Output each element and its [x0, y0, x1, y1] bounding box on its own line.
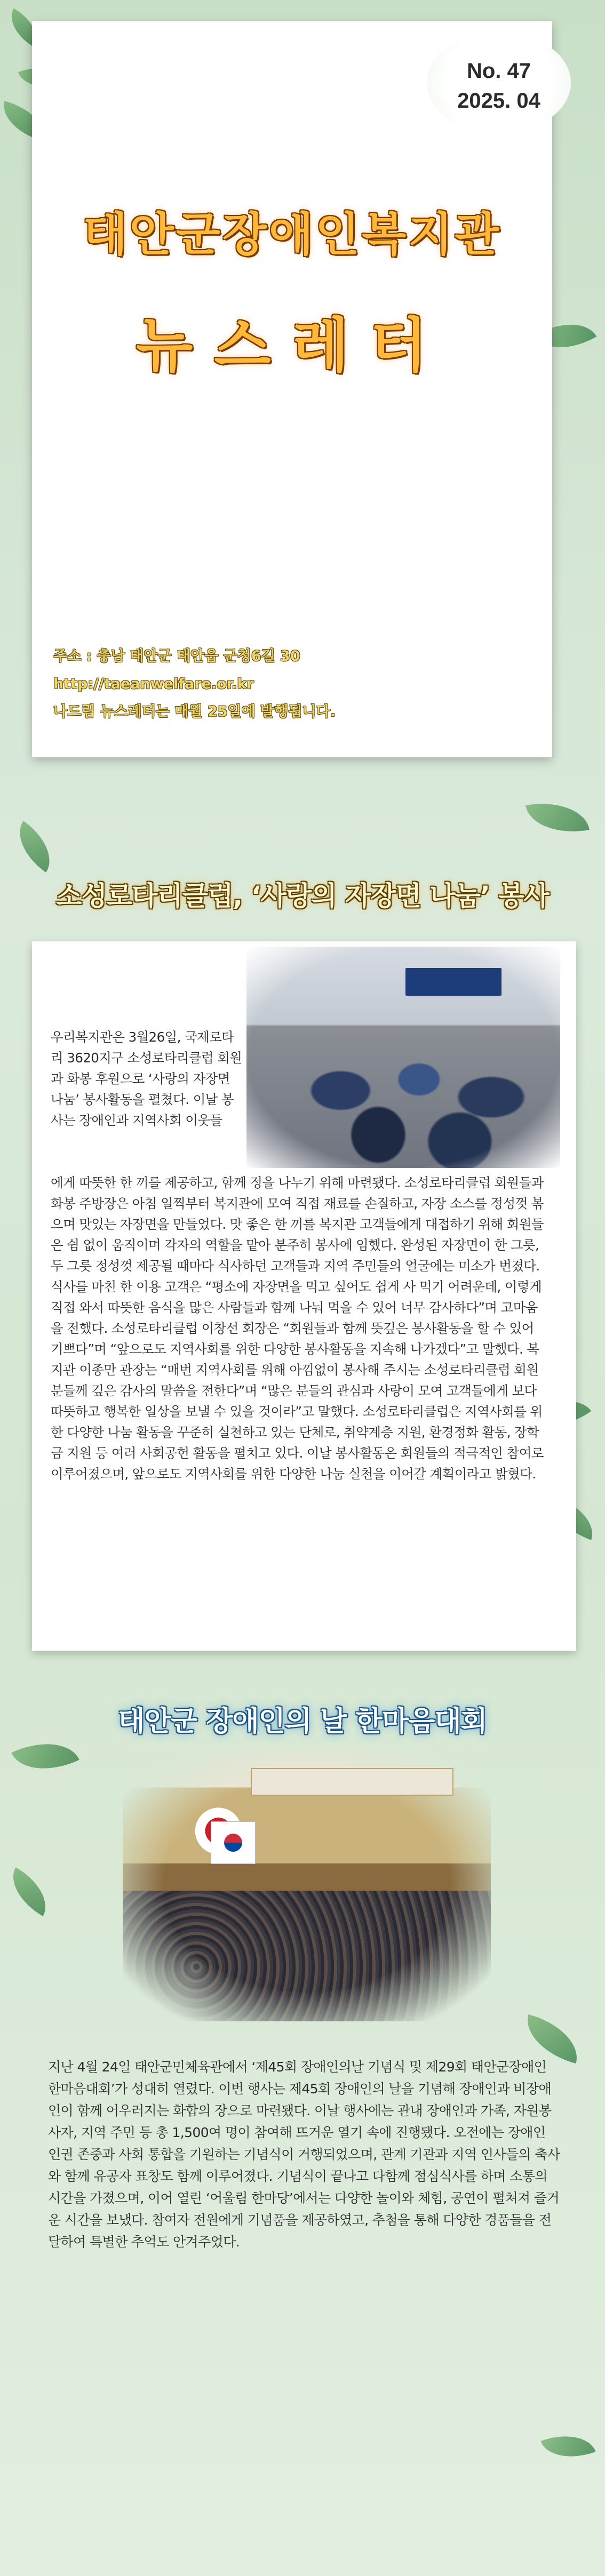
article1-photo: [246, 947, 560, 1168]
leaf-decoration: [540, 2425, 595, 2468]
article1-body-text: 에게 따뜻한 한 끼를 제공하고, 함께 정을 나누기 위해 마련됐다. 소성로타리클럽 회원들과 화봉 주방장은 아침 일찍부터 복지관에 모여 직접 재료를 손질하고, 자장 소스를 정성껏 볶으며 맛있는 자장면을 만들었다. 맛 좋은 한 끼를 복지관 고객들에게 대접하기 위해 회원들은 쉼 없이 움직이며 각자의 역할을 맡아 분주히 봉사에 임했다. 완성된 자장면이 한 그릇, 두 그릇 정성껏 제공될 때마다 식사하던 고객들과 지역 주민들의 얼굴에는 미소가 번졌다. 식사를 마친 한 이용 고객은 “평소에 자장면을 먹고 싶어도 쉽게 사 먹기 어려운데, 이렇게 직접 와서 따뜻한 음식을 많은 사람들과 함께 나눠 먹을 수 있어 너무 감사하다”며 고마움을 전했다. 소성로타리클럽 이창선 회장은 “회원들과 함께 뜻깊은 봉사활동을 할 수 있어 기쁘다”며 “앞으로도 지역사회를 위한 다양한 봉사활동을 지속해 나가겠다”고 말했다. 복지관 이종만 관장는 “매번 지역사회를 위해 아낌없이 봉사해 주시는 소성로타리클럽 회원분들께 깊은 감사의 말씀을 전한다”며 “많은 분들의 관심과 사랑이 모여 고객들에게 보다 따뜻하고 행복한 일상을 보낼 수 있을 것이라”고 말했다. 소성로타리클럽은 지역사회를 위한 다양한 나눔 활동을 꾸준히 실천하고 있는 단체로, 취약계층 지원, 환경정화 활동, 장학금 지원 등 여러 사회공헌 활동을 펼치고 있다. 이날 봉사활동은 회원들의 적극적인 참여로 이루어졌으며, 앞으로도 지역사회를 위한 다양한 나눔 실천을 이어갈 계획이라고 밝혔다.: [51, 1175, 544, 1482]
issue-badge: [427, 32, 571, 133]
korean-flag-icon: [211, 1821, 256, 1864]
leaf-decoration: [526, 795, 590, 840]
issue-number: No. 47: [466, 59, 531, 83]
article1-photo-banner: [405, 968, 501, 996]
article1-lead-text: 우리복지관은 3월26일, 국제로타리 3620지구 소성로타리클럽 회원과 화봉 후원으로 ‘사랑의 자장면 나눔’ 봉사활동을 펼쳤다. 이날 봉사는 장애인과 지역사회 이웃들: [51, 1029, 242, 1128]
publish-schedule: 나드림 뉴스레터는 매월 25일에 발행됩니다.: [53, 703, 336, 720]
leaf-decoration: [6, 821, 62, 873]
website-link[interactable]: http://taeanwelfare.or.kr: [53, 676, 254, 692]
issue-date: 2025. 04: [457, 89, 540, 113]
article1-title: 소성로타리클럽, ‘사랑의 자장면 나눔’ 봉사: [56, 881, 549, 911]
newsletter-title-main: 뉴스레터: [136, 311, 449, 380]
leaf-decoration: [2, 1867, 58, 1916]
article2-title: 태안군 장애인의 날 한마음대회: [118, 1706, 487, 1738]
article2-stage-banner: [251, 1768, 453, 1796]
address-text: 주소 : 충남 태안군 태안읍 군청6길 30: [53, 648, 300, 665]
article2-body-text: 지난 4월 24일 태안군민체육관에서 ‘제45회 장애인의날 기념식 및 제29회 태안군장애인 한마음대회’가 성대히 열렸다. 이번 행사는 제45회 장애인의 날을 기념해 장애인과 비장애인이 함께 어우러지는 화합의 장으로 마련됐다. 이날 행사에는 관내 장애인과 가족, 자원봉사자, 지역 주민 등 총 1,500여 명이 참여해 뜨거운 열기 속에 진행됐다. 오전에는 장애인 인권 존중과 사회 통합을 기원하는 기념식이 거행되었으며, 관계 기관과 지역 인사들의 축사와 함께 유공자 표창도 함께 이루어졌다. 기념식이 끝나고 다함께 점심식사를 하며 소통의 시간을 가졌으며, 이어 열린 ‘어울림 한마당’에서는 다양한 놀이와 체험, 공연이 펼쳐져 즐거운 시간을 보냈다. 참여자 전원에게 기념품을 제공하였고, 추첨을 통해 다양한 경품들을 전달하여 특별한 추억도 안겨주었다.: [48, 2059, 560, 2250]
contact-info: [53, 643, 512, 726]
newsletter-title-org: 태안군장애인복지관: [83, 208, 501, 261]
